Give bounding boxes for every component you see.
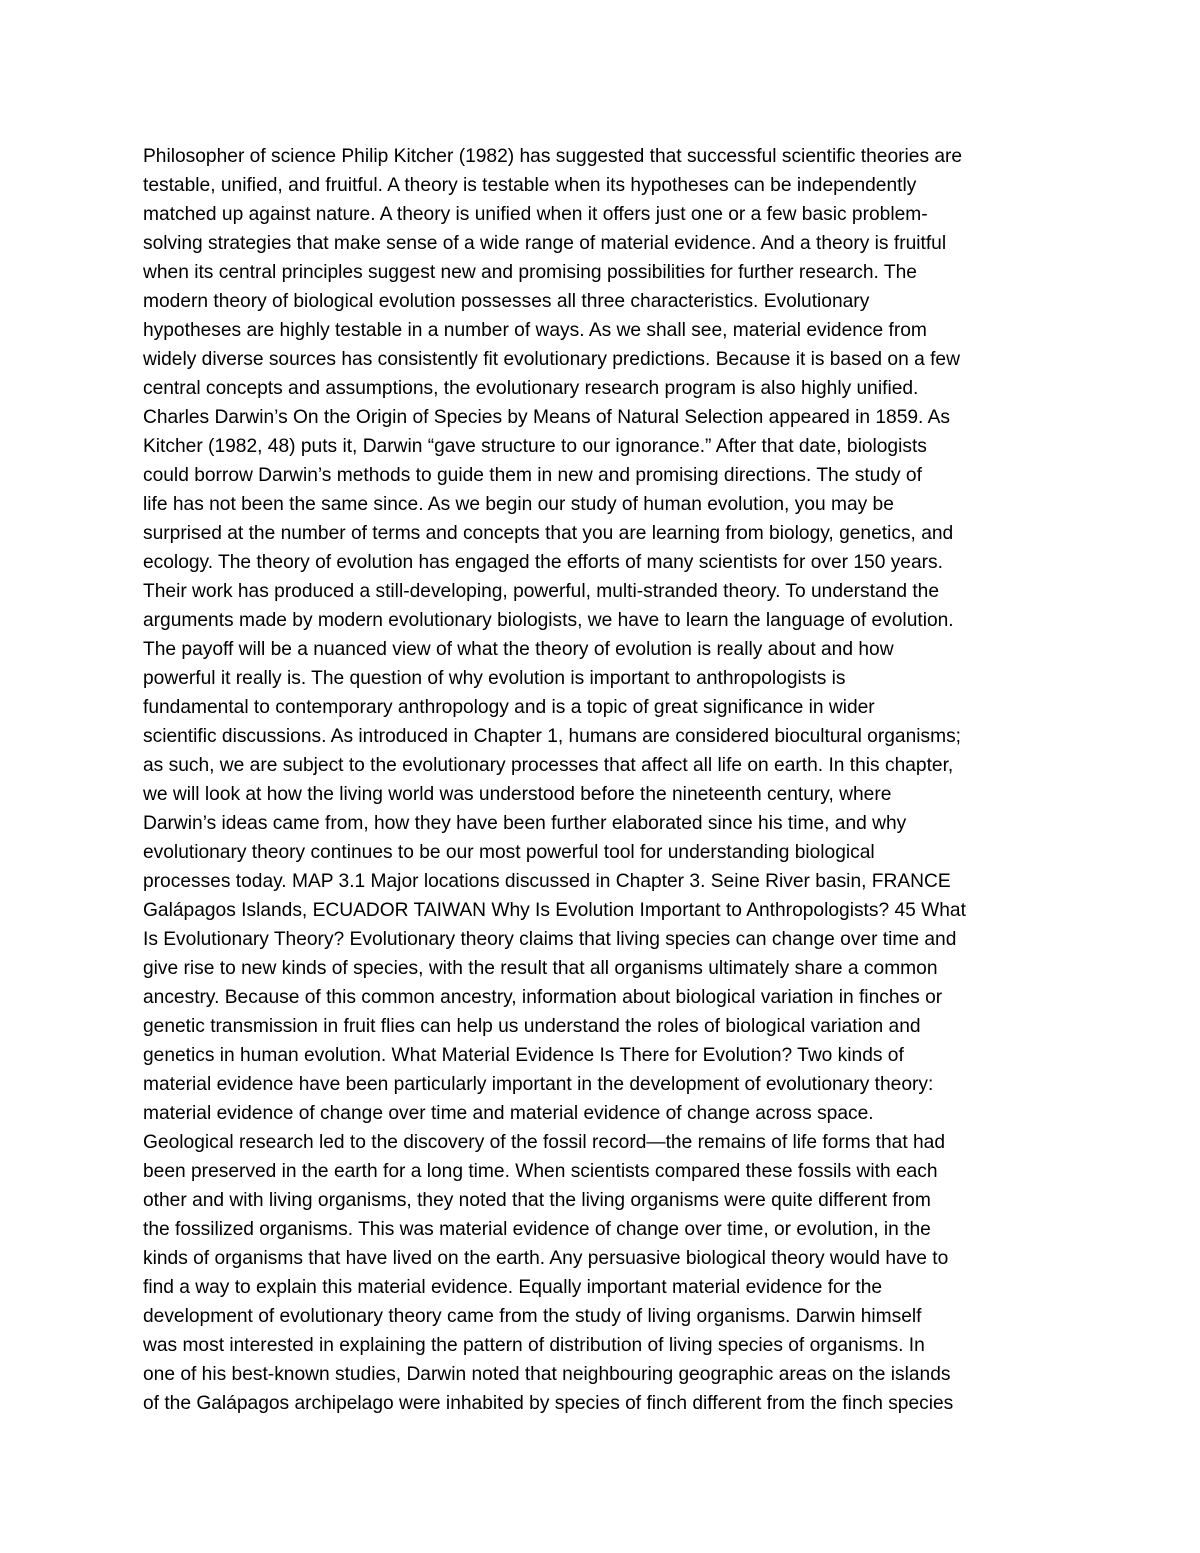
text-line: material evidence have been particularly important in the development of evolutionary theory: — [143, 1074, 934, 1095]
text-line: modern theory of biological evolution possesses all three characteristics. Evolutionary — [143, 291, 870, 312]
text-line: arguments made by modern evolutionary biologists, we have to learn the language of evolution. — [143, 610, 954, 631]
text-line: other and with living organisms, they noted that the living organisms were quite different from — [143, 1190, 931, 1211]
text-line: genetic transmission in fruit flies can help us understand the roles of biological variation and — [143, 1016, 921, 1037]
text-line: genetics in human evolution. What Material Evidence Is There for Evolution? Two kinds of — [143, 1045, 904, 1066]
text-line: Charles Darwin’s On the Origin of Species by Means of Natural Selection appeared in 1859. As — [143, 407, 951, 428]
text-line: scientific discussions. As introduced in Chapter 1, humans are considered biocultural organisms; — [143, 726, 962, 747]
text-line: Kitcher (1982, 48) puts it, Darwin “gave structure to our ignorance.” After that date, biologists — [143, 436, 927, 457]
text-line: testable, unified, and fruitful. A theory is testable when its hypotheses can be independently — [143, 175, 917, 196]
text-line: powerful it really is. The question of why evolution is important to anthropologists is — [143, 668, 846, 689]
text-line: matched up against nature. A theory is unified when it offers just one or a few basic problem- — [143, 204, 928, 225]
text-line: central concepts and assumptions, the evolutionary research program is also highly unified. — [143, 378, 919, 399]
text-line: processes today. MAP 3.1 Major locations discussed in Chapter 3. Seine River basin, FRANCE — [143, 871, 951, 892]
text-line: Is Evolutionary Theory? Evolutionary theory claims that living species can change over time and — [143, 929, 957, 950]
text-line: could borrow Darwin’s methods to guide them in new and promising directions. The study of — [143, 465, 922, 486]
text-line: solving strategies that make sense of a wide range of material evidence. And a theory is fruitful — [143, 233, 947, 254]
text-line: kinds of organisms that have lived on the earth. Any persuasive biological theory would have to — [143, 1248, 949, 1269]
text-line: been preserved in the earth for a long time. When scientists compared these fossils with each — [143, 1161, 938, 1182]
text-line: Philosopher of science Philip Kitcher (1982) has suggested that successful scientific theories are — [143, 146, 963, 167]
text-line: fundamental to contemporary anthropology and is a topic of great significance in wider — [143, 697, 875, 718]
text-line: hypotheses are highly testable in a number of ways. As we shall see, material evidence from — [143, 320, 927, 341]
text-line: one of his best-known studies, Darwin noted that neighbouring geographic areas on the islands — [143, 1364, 951, 1385]
text-line: of the Galápagos archipelago were inhabited by species of finch different from the finch species — [143, 1393, 954, 1414]
text-line: find a way to explain this material evidence. Equally important material evidence for the — [143, 1277, 883, 1298]
text-line: the fossilized organisms. This was material evidence of change over time, or evolution, in the — [143, 1219, 931, 1240]
text-line: give rise to new kinds of species, with the result that all organisms ultimately share a common — [143, 958, 938, 979]
text-line: ancestry. Because of this common ancestry, information about biological variation in finches or — [143, 987, 943, 1008]
text-line: Their work has produced a still-developing, powerful, multi-stranded theory. To understand the — [143, 581, 939, 602]
text-line: evolutionary theory continues to be our most powerful tool for understanding biological — [143, 842, 875, 863]
text-line: development of evolutionary theory came from the study of living organisms. Darwin himself — [143, 1306, 922, 1327]
text-line: when its central principles suggest new and promising possibilities for further research. The — [143, 262, 917, 283]
text-line: widely diverse sources has consistently fit evolutionary predictions. Because it is based on a few — [143, 349, 960, 370]
text-line: was most interested in explaining the pattern of distribution of living species of organisms. In — [143, 1335, 925, 1356]
text-line: Galápagos Islands, ECUADOR TAIWAN Why Is Evolution Important to Anthropologists? 45 What — [143, 900, 966, 921]
text-line: Geological research led to the discovery of the fossil record—the remains of life forms that had — [143, 1132, 945, 1153]
text-line: as such, we are subject to the evolutionary processes that affect all life on earth. In this chapter, — [143, 755, 954, 776]
body-paragraph — [143, 142, 1083, 1418]
text-line: surprised at the number of terms and concepts that you are learning from biology, genetics, and — [143, 523, 954, 544]
text-line: Darwin’s ideas came from, how they have been further elaborated since his time, and why — [143, 813, 907, 834]
text-line: material evidence of change over time and material evidence of change across space. — [143, 1103, 874, 1124]
text-line: ecology. The theory of evolution has engaged the efforts of many scientists for over 150 years. — [143, 552, 943, 573]
text-line: life has not been the same since. As we begin our study of human evolution, you may be — [143, 494, 894, 515]
text-line: we will look at how the living world was understood before the nineteenth century, where — [143, 784, 892, 805]
text-line: The payoff will be a nuanced view of what the theory of evolution is really about and how — [143, 639, 894, 660]
